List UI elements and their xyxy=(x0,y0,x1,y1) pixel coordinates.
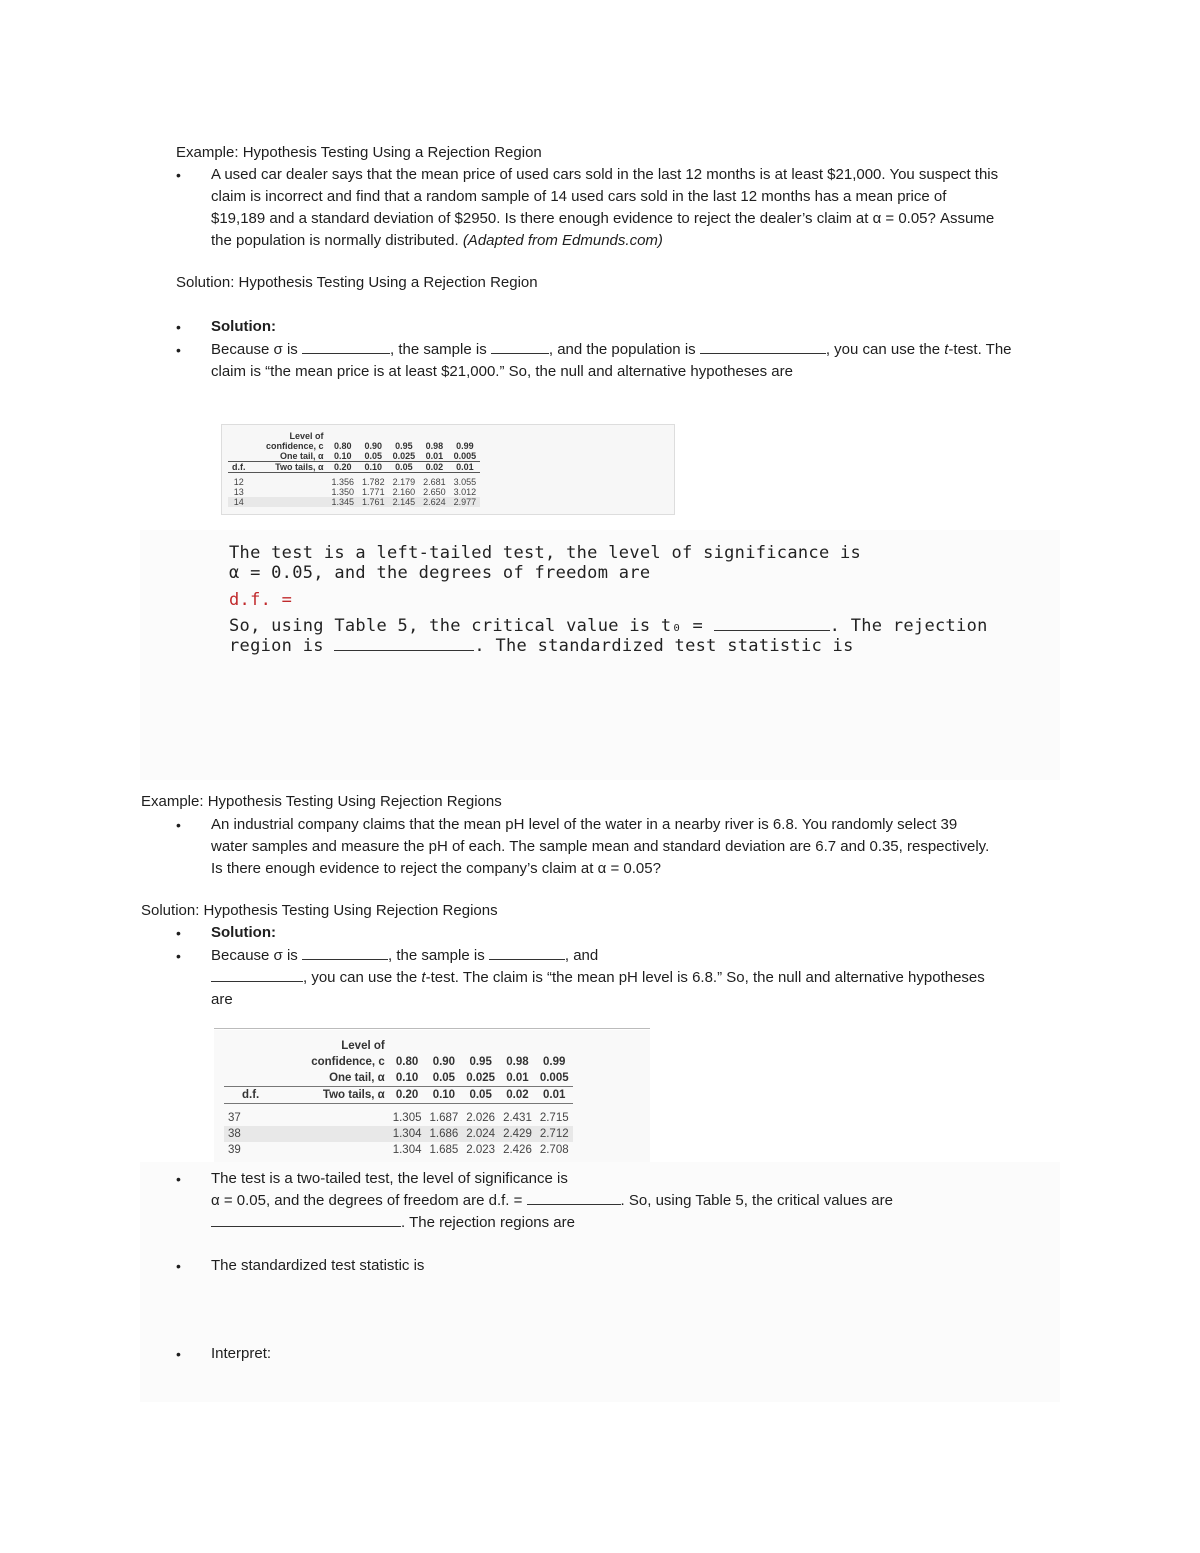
table1-row xyxy=(228,497,480,507)
table2-one-cell: 0.05 xyxy=(432,1072,456,1084)
bullet: • xyxy=(176,319,181,335)
table1-conf-cell: 0.98 xyxy=(425,441,444,451)
table2-row xyxy=(224,1142,573,1158)
table1-grid xyxy=(228,431,480,507)
table2-hdr-level: Level of xyxy=(341,1040,385,1052)
table2-df: 39 xyxy=(228,1143,241,1156)
answer-blank-df-2[interactable] xyxy=(527,1190,621,1205)
table1-conf-cell: 0.99 xyxy=(456,441,474,451)
t-symbol: t xyxy=(944,341,949,358)
solution1-title: Solution: Hypothesis Testing Using a Rejection Region xyxy=(176,274,538,291)
example1-text-line4 xyxy=(211,230,663,252)
table1-cell: 3.012 xyxy=(453,486,477,497)
table1-two-cell: 0.20 xyxy=(334,462,352,472)
table2-cell: 2.023 xyxy=(466,1143,496,1156)
table2-row xyxy=(224,1126,573,1142)
bullet: • xyxy=(176,1258,181,1274)
table2-row xyxy=(224,1110,573,1126)
table2-two-cell: 0.20 xyxy=(395,1089,419,1101)
table1-cell: 2.145 xyxy=(389,497,420,507)
source-note: (Adapted from Edmunds.com) xyxy=(462,232,663,249)
solution2-because-line xyxy=(211,945,598,967)
table1-cell: 2.650 xyxy=(423,486,446,497)
answer-blank-critical-values[interactable] xyxy=(211,1212,401,1227)
population-is-text: , and the population is xyxy=(548,341,696,358)
table1-one-cell: 0.025 xyxy=(392,451,416,461)
table2-cell: 1.304 xyxy=(389,1126,426,1142)
table2-conf-cell: 0.95 xyxy=(469,1056,492,1068)
table2-cell: 2.708 xyxy=(539,1143,569,1156)
bullet: • xyxy=(176,1346,181,1362)
answer-blank-population[interactable] xyxy=(700,339,826,354)
table2-cell: 2.026 xyxy=(466,1111,496,1124)
interpret-line: Interpret: xyxy=(211,1345,272,1362)
bullet: • xyxy=(176,1171,181,1187)
table2-cell: 2.426 xyxy=(503,1143,532,1156)
table1-cell: 2.160 xyxy=(392,486,416,497)
because-sigma-text: Because σ is xyxy=(211,947,298,964)
table1-two-cell: 0.10 xyxy=(364,462,383,472)
table2-grid xyxy=(224,1038,573,1158)
table1-cell: 1.761 xyxy=(358,497,389,507)
solution1-because-line xyxy=(211,339,1012,361)
table1-conf-cell: 0.80 xyxy=(334,441,352,451)
table2-one-cell: 0.005 xyxy=(539,1072,569,1084)
table2-hdr-two: Two tails, α xyxy=(322,1089,385,1101)
table2-df: 38 xyxy=(224,1126,263,1142)
table2-hdr-one: One tail, α xyxy=(329,1072,385,1084)
table2-cell: 1.686 xyxy=(426,1126,463,1142)
test-statistic-text: . The standardized test statistic is xyxy=(474,636,854,656)
solution2-t-line xyxy=(211,967,985,989)
left-tailed-line: The test is a left-tailed test, the level of significance is xyxy=(229,543,862,563)
region-line xyxy=(229,636,854,656)
table1-one-cell: 0.01 xyxy=(425,451,444,461)
table1-df: 12 xyxy=(233,476,244,487)
table2-df: 37 xyxy=(228,1111,241,1124)
table1-cell: 2.681 xyxy=(423,476,446,487)
table2-cell: 1.687 xyxy=(429,1111,459,1124)
table2-hdr-df: d.f. xyxy=(242,1089,260,1101)
answer-blank-sample[interactable] xyxy=(491,339,549,354)
table1-two-cell: 0.01 xyxy=(456,462,474,472)
table2-cell: 2.712 xyxy=(536,1126,573,1142)
rejection-regions-text: . The rejection regions are xyxy=(401,1214,575,1231)
critical-value-text: So, using Table 5, the critical value is t₀ = xyxy=(229,616,704,636)
table1-cell: 2.977 xyxy=(450,497,481,507)
answer-blank-critical-value[interactable] xyxy=(714,617,830,631)
example2-text-line2: water samples and measure the pH of each. The sample mean and standard deviation are 6.7 and 0.35, respectively. xyxy=(211,838,990,855)
test-statistic-line: The standardized test statistic is xyxy=(211,1257,425,1274)
critical-values-text: . So, using Table 5, the critical values are xyxy=(620,1192,893,1209)
two-tailed-line: The test is a two-tailed test, the level of significance is xyxy=(211,1170,568,1187)
table2-conf-cell: 0.80 xyxy=(395,1056,419,1068)
table1-row xyxy=(228,487,480,497)
table2-one-cell: 0.10 xyxy=(395,1072,419,1084)
t-test-text: -test. The xyxy=(948,341,1012,358)
bullet: • xyxy=(176,925,181,941)
t-distribution-table-2 xyxy=(214,1030,650,1162)
table1-one-cell: 0.10 xyxy=(334,451,352,461)
table1-hdr-one: One tail, α xyxy=(279,451,324,461)
table2-two-cell: 0.01 xyxy=(543,1089,566,1101)
table2-one-cell: 0.025 xyxy=(466,1072,496,1084)
example2-text-line3: Is there enough evidence to reject the company’s claim at α = 0.05? xyxy=(211,860,661,877)
alpha-df-text: α = 0.05, and the degrees of freedom are d.f. = xyxy=(211,1192,523,1209)
and-text: , and xyxy=(564,947,599,964)
table2-one-cell: 0.01 xyxy=(506,1072,529,1084)
example1-text-line4-main: the population is normally distributed. xyxy=(211,232,459,249)
claim-text: -test. The claim is “the mean pH level is 6.8.” So, the null and alternative hypotheses xyxy=(425,969,985,986)
sample-is-text: , the sample is xyxy=(387,947,485,964)
t-distribution-table-1 xyxy=(221,424,675,515)
t-symbol: t xyxy=(421,969,426,986)
table2-cell: 2.431 xyxy=(503,1111,532,1124)
table1-hdr-df: d.f. xyxy=(232,462,246,472)
critical-value-line xyxy=(229,616,988,636)
solution1-claim-line: claim is “the mean price is at least $21,000.” So, the null and alternative hypotheses are xyxy=(211,363,793,380)
table2-hdr-conf: confidence, c xyxy=(311,1056,385,1068)
example1-text-line2: claim is incorrect and find that a random sample of 14 used cars sold in the last 12 months has a mean price of xyxy=(211,188,947,205)
table1-cell: 2.179 xyxy=(392,476,416,487)
table1-hdr-level: Level of xyxy=(289,431,324,441)
answer-blank-sample-2[interactable] xyxy=(489,945,565,960)
are-text: are xyxy=(211,991,233,1008)
table1-two-cell: 0.02 xyxy=(425,462,444,472)
alpha-df-line: α = 0.05, and the degrees of freedom are xyxy=(229,563,651,583)
table1-df: 14 xyxy=(228,497,250,507)
bullet: • xyxy=(176,167,181,183)
table1-cell: 1.782 xyxy=(362,476,385,487)
example1-text-line1: A used car dealer says that the mean price of used cars sold in the last 12 months is at least $21,000. You suspect this xyxy=(211,166,999,183)
example2-title: Example: Hypothesis Testing Using Rejection Regions xyxy=(141,793,502,810)
table2-top-rule xyxy=(214,1028,650,1029)
answer-blank-rejection-region[interactable] xyxy=(334,637,474,651)
table2-cell: 1.304 xyxy=(392,1143,422,1156)
table1-conf-cell: 0.90 xyxy=(364,441,383,451)
use-t-text: , you can use the xyxy=(303,969,418,986)
table2-cell: 2.429 xyxy=(499,1126,536,1142)
table2-conf-cell: 0.98 xyxy=(506,1056,529,1068)
table1-two-cell: 0.05 xyxy=(395,462,413,472)
table1-one-cell: 0.005 xyxy=(453,451,477,461)
table1-one-cell: 0.05 xyxy=(364,451,383,461)
bullet: • xyxy=(176,948,181,964)
table2-two-cell: 0.02 xyxy=(506,1089,529,1101)
example2-text-line1: An industrial company claims that the mean pH level of the water in a nearby river is 6.8. You randomly select 39 xyxy=(211,816,958,833)
table1-cell: 2.624 xyxy=(419,497,450,507)
table1-row xyxy=(228,477,480,487)
table1-hdr-two: Two tails, α xyxy=(275,462,324,472)
table2-two-cell: 0.10 xyxy=(432,1089,456,1101)
table2-cell: 1.685 xyxy=(429,1143,459,1156)
example1-title: Example: Hypothesis Testing Using a Rejection Region xyxy=(176,144,542,161)
answer-blank-population-2[interactable] xyxy=(211,967,303,982)
alpha-df-line-2 xyxy=(211,1190,893,1212)
table1-cell: 1.356 xyxy=(331,476,355,487)
answer-blank-sigma-2[interactable] xyxy=(302,945,388,960)
bullet: • xyxy=(176,342,181,358)
table1-conf-cell: 0.95 xyxy=(395,441,413,451)
rejection-regions-line xyxy=(211,1212,575,1234)
table1-hdr-conf: confidence, c xyxy=(266,441,324,451)
table2-conf-cell: 0.99 xyxy=(543,1056,566,1068)
table1-cell: 1.771 xyxy=(362,486,385,497)
because-sigma-text: Because σ is xyxy=(211,341,298,358)
table1-cell: 1.345 xyxy=(328,497,359,507)
sample-is-text: , the sample is xyxy=(389,341,487,358)
table2-two-cell: 0.05 xyxy=(469,1089,492,1101)
table1-cell: 1.350 xyxy=(331,486,355,497)
solution2-label: Solution: xyxy=(211,924,276,941)
table2-conf-cell: 0.90 xyxy=(432,1056,456,1068)
bullet: • xyxy=(176,817,181,833)
region-is-text: region is xyxy=(229,636,324,656)
example1-text-line3: $19,189 and a standard deviation of $2950. Is there enough evidence to reject the dealer’s claim at α = 0.05? Assume xyxy=(211,210,995,227)
table2-cell: 2.024 xyxy=(462,1126,499,1142)
answer-blank-sigma[interactable] xyxy=(302,339,390,354)
table2-cell: 1.305 xyxy=(392,1111,422,1124)
solution1-label: Solution: xyxy=(211,318,276,335)
df-line: d.f. = xyxy=(229,590,293,610)
table1-cell: 3.055 xyxy=(453,476,477,487)
table2-cell: 2.715 xyxy=(539,1111,569,1124)
table1-df: 13 xyxy=(233,486,244,497)
rejection-text: . The rejection xyxy=(829,616,988,636)
use-t-text: , you can use the xyxy=(825,341,941,358)
solution2-title: Solution: Hypothesis Testing Using Rejection Regions xyxy=(141,902,498,919)
